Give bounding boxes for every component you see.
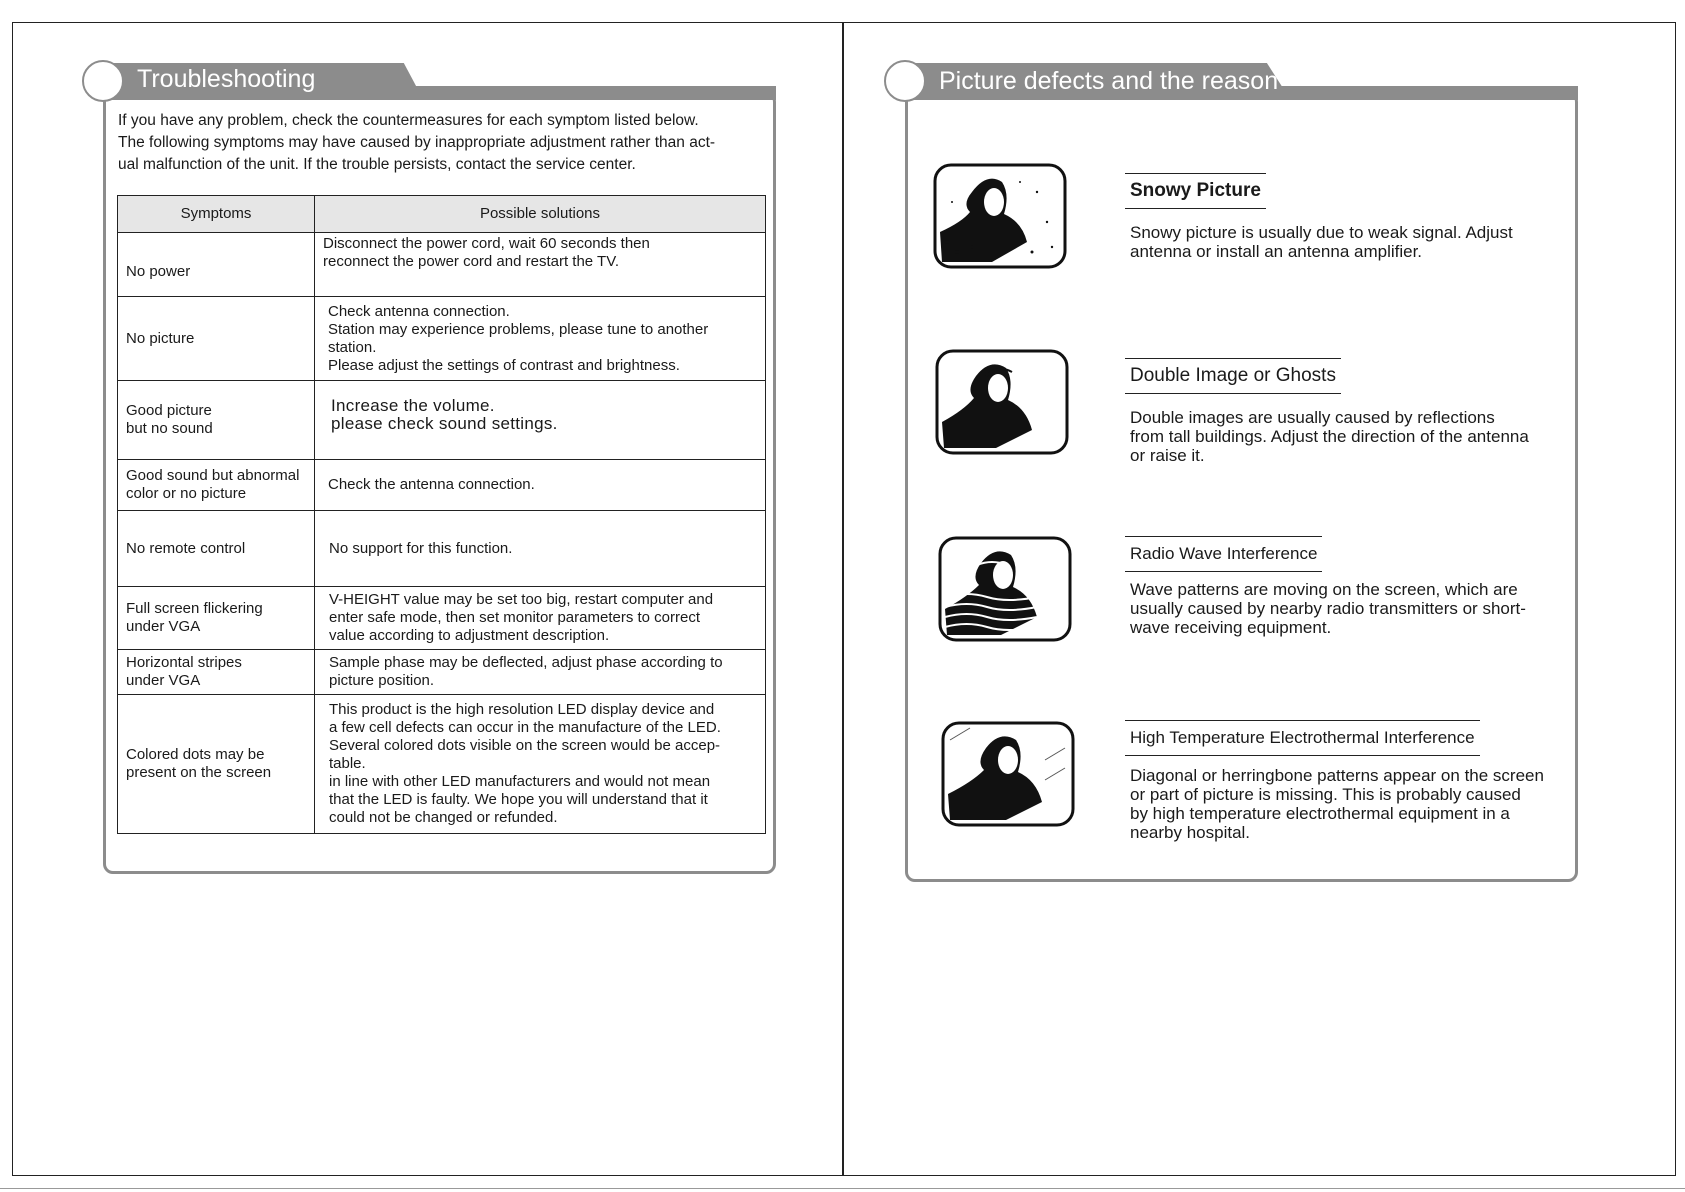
solution-line: Sample phase may be deflected, adjust phase according to	[329, 654, 723, 671]
symptom-line: Good sound but abnormal	[126, 467, 300, 484]
troubleshooting-intro	[118, 110, 778, 176]
troubleshooting-header-circle	[82, 60, 124, 102]
symptom-line: under VGA	[126, 672, 201, 689]
intro-line: The following symptoms may have caused by inappropriate adjustment rather than act-	[118, 134, 716, 151]
table-row	[118, 381, 766, 460]
radio-wave-description	[1130, 580, 1580, 637]
solution-cell	[315, 695, 766, 834]
solution-line: No support for this function.	[329, 539, 513, 557]
solution-line: V-HEIGHT value may be set too big, restart computer and	[329, 591, 714, 608]
description-line: Double images are usually caused by reflections	[1130, 408, 1495, 427]
solution-cell	[315, 650, 766, 695]
symptom-cell	[118, 695, 315, 834]
solution-line: please check sound settings.	[331, 414, 558, 433]
symptom-line: Colored dots may be	[126, 746, 265, 763]
table-row	[118, 460, 766, 511]
high-temperature-title: High Temperature Electrothermal Interference	[1125, 720, 1480, 756]
symptom-line: color or no picture	[126, 485, 247, 502]
description-line: Snowy picture is usually due to weak signal. Adjust	[1130, 223, 1513, 242]
double-image-title: Double Image or Ghosts	[1125, 358, 1341, 394]
high-temperature-description	[1130, 766, 1590, 842]
solution-cell	[315, 297, 766, 381]
solution-line: value according to adjustment description.	[329, 627, 610, 644]
bottom-rule	[0, 1188, 1685, 1189]
snowy-picture-title: Snowy Picture	[1125, 173, 1266, 209]
solution-line: Station may experience problems, please tune to another	[328, 320, 709, 338]
symptom-line: Horizontal stripes	[126, 654, 242, 671]
description-line: usually caused by nearby radio transmitters or short-	[1130, 599, 1526, 618]
double-image-image	[934, 348, 1070, 456]
solution-cell	[315, 381, 766, 460]
picture-defects-header-circle	[884, 60, 926, 102]
table-row	[118, 650, 766, 695]
description-line: or raise it.	[1130, 446, 1205, 465]
symptom-line: No remote control	[126, 539, 246, 557]
symptom-line: under VGA	[126, 618, 201, 635]
symptom-cell	[118, 511, 315, 587]
symptom-cell	[118, 587, 315, 650]
table-row	[118, 233, 766, 297]
symptom-line: present on the screen	[126, 764, 272, 781]
table-row	[118, 587, 766, 650]
radio-wave-image	[937, 535, 1073, 643]
solution-line: Disconnect the power cord, wait 60 seconds then	[323, 235, 650, 252]
solution-line: Please adjust the settings of contrast and brightness.	[328, 356, 680, 374]
radio-wave-title: Radio Wave Interference	[1125, 536, 1322, 572]
solution-line: that the LED is faulty. We hope you will understand that it	[329, 791, 708, 808]
double-image-description	[1130, 408, 1580, 465]
solution-line: Check the antenna connection.	[328, 476, 535, 493]
table-row	[118, 297, 766, 381]
troubleshooting-title: Troubleshooting	[137, 65, 316, 93]
solution-line: Check antenna connection.	[328, 302, 510, 320]
symptom-line: Full screen flickering	[126, 600, 263, 617]
symptom-cell	[118, 297, 315, 381]
troubleshooting-table	[117, 195, 766, 834]
symptom-line: No power	[126, 262, 191, 280]
snowy-picture-description	[1130, 223, 1580, 261]
description-line: wave receiving equipment.	[1130, 618, 1332, 637]
symptom-cell	[118, 460, 315, 511]
solution-line: reconnect the power cord and restart the TV.	[323, 253, 620, 270]
symptom-cell	[118, 233, 315, 297]
solutions-header: Possible solutions	[315, 196, 766, 233]
solution-cell	[315, 587, 766, 650]
intro-line: ual malfunction of the unit. If the trouble persists, contact the service center.	[118, 156, 636, 173]
solution-line: table.	[329, 755, 366, 772]
solution-line: station.	[328, 338, 377, 356]
high-temperature-image	[940, 720, 1076, 828]
description-line: or part of picture is missing. This is probably caused	[1130, 785, 1521, 804]
solution-line: in line with other LED manufacturers and would not mean	[329, 773, 711, 790]
table-row	[118, 511, 766, 587]
solution-line: enter safe mode, then set monitor parameters to correct	[329, 609, 701, 626]
description-line: nearby hospital.	[1130, 823, 1251, 842]
solution-line: Several colored dots visible on the screen would be accep-	[329, 737, 721, 754]
symptom-cell	[118, 381, 315, 460]
description-line: antenna or install an antenna amplifier.	[1130, 242, 1423, 261]
symptom-line: No picture	[126, 329, 195, 347]
solution-line: This product is the high resolution LED display device and	[329, 701, 715, 718]
symptom-line: but no sound	[126, 420, 213, 437]
symptom-cell	[118, 650, 315, 695]
description-line: Diagonal or herringbone patterns appear on the screen	[1130, 766, 1544, 785]
solution-cell	[315, 511, 766, 587]
table-header-row	[118, 196, 766, 233]
solution-line: a few cell defects can occur in the manufacture of the LED.	[329, 719, 721, 736]
solution-line: could not be changed or refunded.	[329, 809, 558, 826]
description-line: from tall buildings. Adjust the direction of the antenna	[1130, 427, 1529, 446]
picture-defects-title: Picture defects and the reason	[939, 67, 1279, 95]
page-divider	[842, 22, 844, 1176]
symptoms-header: Symptoms	[118, 196, 315, 233]
snowy-picture-image	[932, 162, 1068, 270]
solution-cell	[315, 233, 766, 297]
table-row	[118, 695, 766, 834]
solution-line: picture position.	[329, 672, 435, 689]
intro-line: If you have any problem, check the countermeasures for each symptom listed below.	[118, 112, 699, 129]
description-line: Wave patterns are moving on the screen, which are	[1130, 580, 1518, 599]
solution-cell	[315, 460, 766, 511]
description-line: by high temperature electrothermal equipment in a	[1130, 804, 1510, 823]
symptom-line: Good picture	[126, 402, 212, 419]
solution-line: Increase the volume.	[331, 396, 495, 415]
